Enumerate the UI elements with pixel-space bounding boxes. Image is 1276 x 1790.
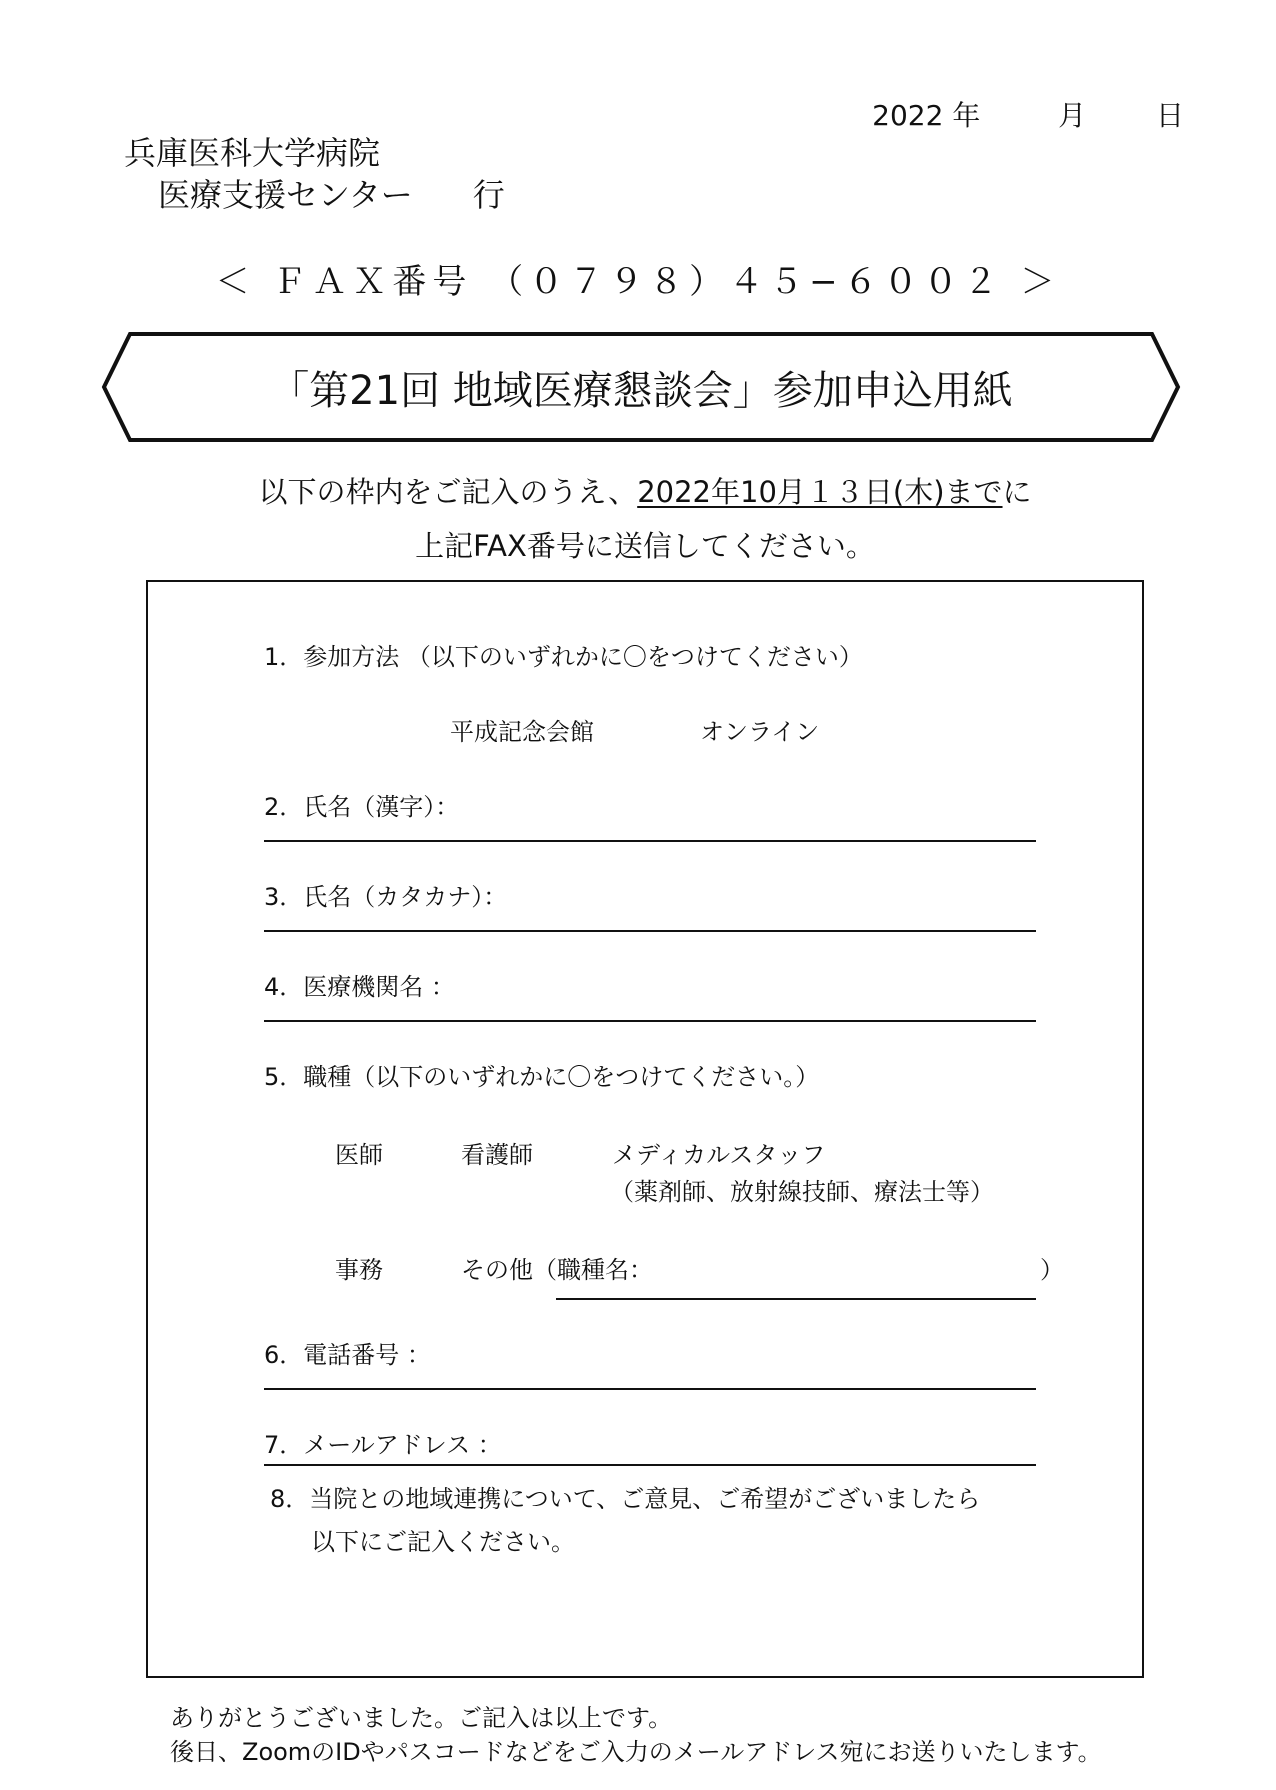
- q2-name-kanji-field[interactable]: [264, 840, 1036, 842]
- q2-name-kanji: 2．氏名（漢字）：: [264, 793, 460, 821]
- q8-comments: 8．当院との地域連携について、ご意見、ご希望がございましたら: [270, 1485, 981, 1513]
- addressee-hospital: 兵庫医科大学病院: [124, 134, 381, 172]
- q3-name-katakana: 3．氏名（カタカナ）：: [264, 883, 508, 911]
- addressee-department: [158, 170, 505, 216]
- date-month: 月: [1058, 99, 1087, 132]
- q5-other-field[interactable]: [556, 1298, 1036, 1300]
- q7-email: 7．メールアドレス ：: [264, 1431, 502, 1459]
- fax-number: ＜ ＦＡＸ番号 （０７９８）４５−６００２ ＞: [215, 262, 1061, 302]
- instruction-line-2: 上記FAX番号に送信してください。: [415, 529, 875, 563]
- q6-phone: 6．電話番号 ：: [264, 1341, 431, 1369]
- instruction-line-1: [0, 470, 1276, 511]
- form-title: 「第21回 地域医療懇談会」参加申込用紙: [269, 367, 1013, 414]
- deadline: 2022年10月１３日(木)まで: [637, 475, 1003, 509]
- footer-notice: 後日、ZoomのIDやパスコードなどをご入力のメールアドレス宛にお送りいたします。: [170, 1738, 1102, 1766]
- q8-comments-line2: 以下にご記入ください。: [311, 1528, 575, 1556]
- q1-option-venue[interactable]: 平成記念会館: [450, 718, 594, 746]
- q4-institution-field[interactable]: [264, 1020, 1036, 1022]
- date-line: [872, 94, 1184, 134]
- form-box: [146, 580, 1144, 1678]
- q6-phone-field[interactable]: [264, 1388, 1036, 1390]
- instruction-tail: に: [1002, 475, 1032, 509]
- addressee-dept-name: 医療支援センター: [158, 176, 413, 214]
- q5-close-paren: ）: [1040, 1256, 1064, 1284]
- q4-institution: 4．医療機関名 ：: [264, 973, 455, 1001]
- q5-option-nurse[interactable]: 看護師: [461, 1141, 533, 1169]
- q7-email-field[interactable]: [264, 1464, 1036, 1466]
- instruction-text: 以下の枠内をご記入のうえ、: [258, 475, 638, 509]
- date-day: 日: [1155, 99, 1184, 132]
- q5-occupation: 5．職種（以下のいずれかに〇をつけてください。）: [264, 1063, 820, 1091]
- q5-option-office[interactable]: 事務: [335, 1256, 383, 1284]
- q5-option-other[interactable]: その他（職種名：: [461, 1256, 653, 1284]
- q5-option-medical-staff[interactable]: メディカルスタッフ: [612, 1141, 826, 1169]
- footer-thanks: ありがとうございました。ご記入は以上です。: [170, 1704, 673, 1732]
- q1-option-online[interactable]: オンライン: [700, 718, 820, 746]
- date-year: 2022 年: [872, 99, 981, 132]
- q3-name-katakana-field[interactable]: [264, 930, 1036, 932]
- q1-participation-method: 1．参加方法 （以下のいずれかに〇をつけてください）: [264, 643, 863, 671]
- q5-option-doctor[interactable]: 医師: [335, 1141, 383, 1169]
- title-banner: [100, 331, 1182, 443]
- q8-comments-area[interactable]: [264, 1567, 1036, 1662]
- q5-medical-staff-note: （薬剤師、放射線技師、療法士等）: [610, 1178, 994, 1206]
- addressee-suffix: 行: [472, 176, 505, 214]
